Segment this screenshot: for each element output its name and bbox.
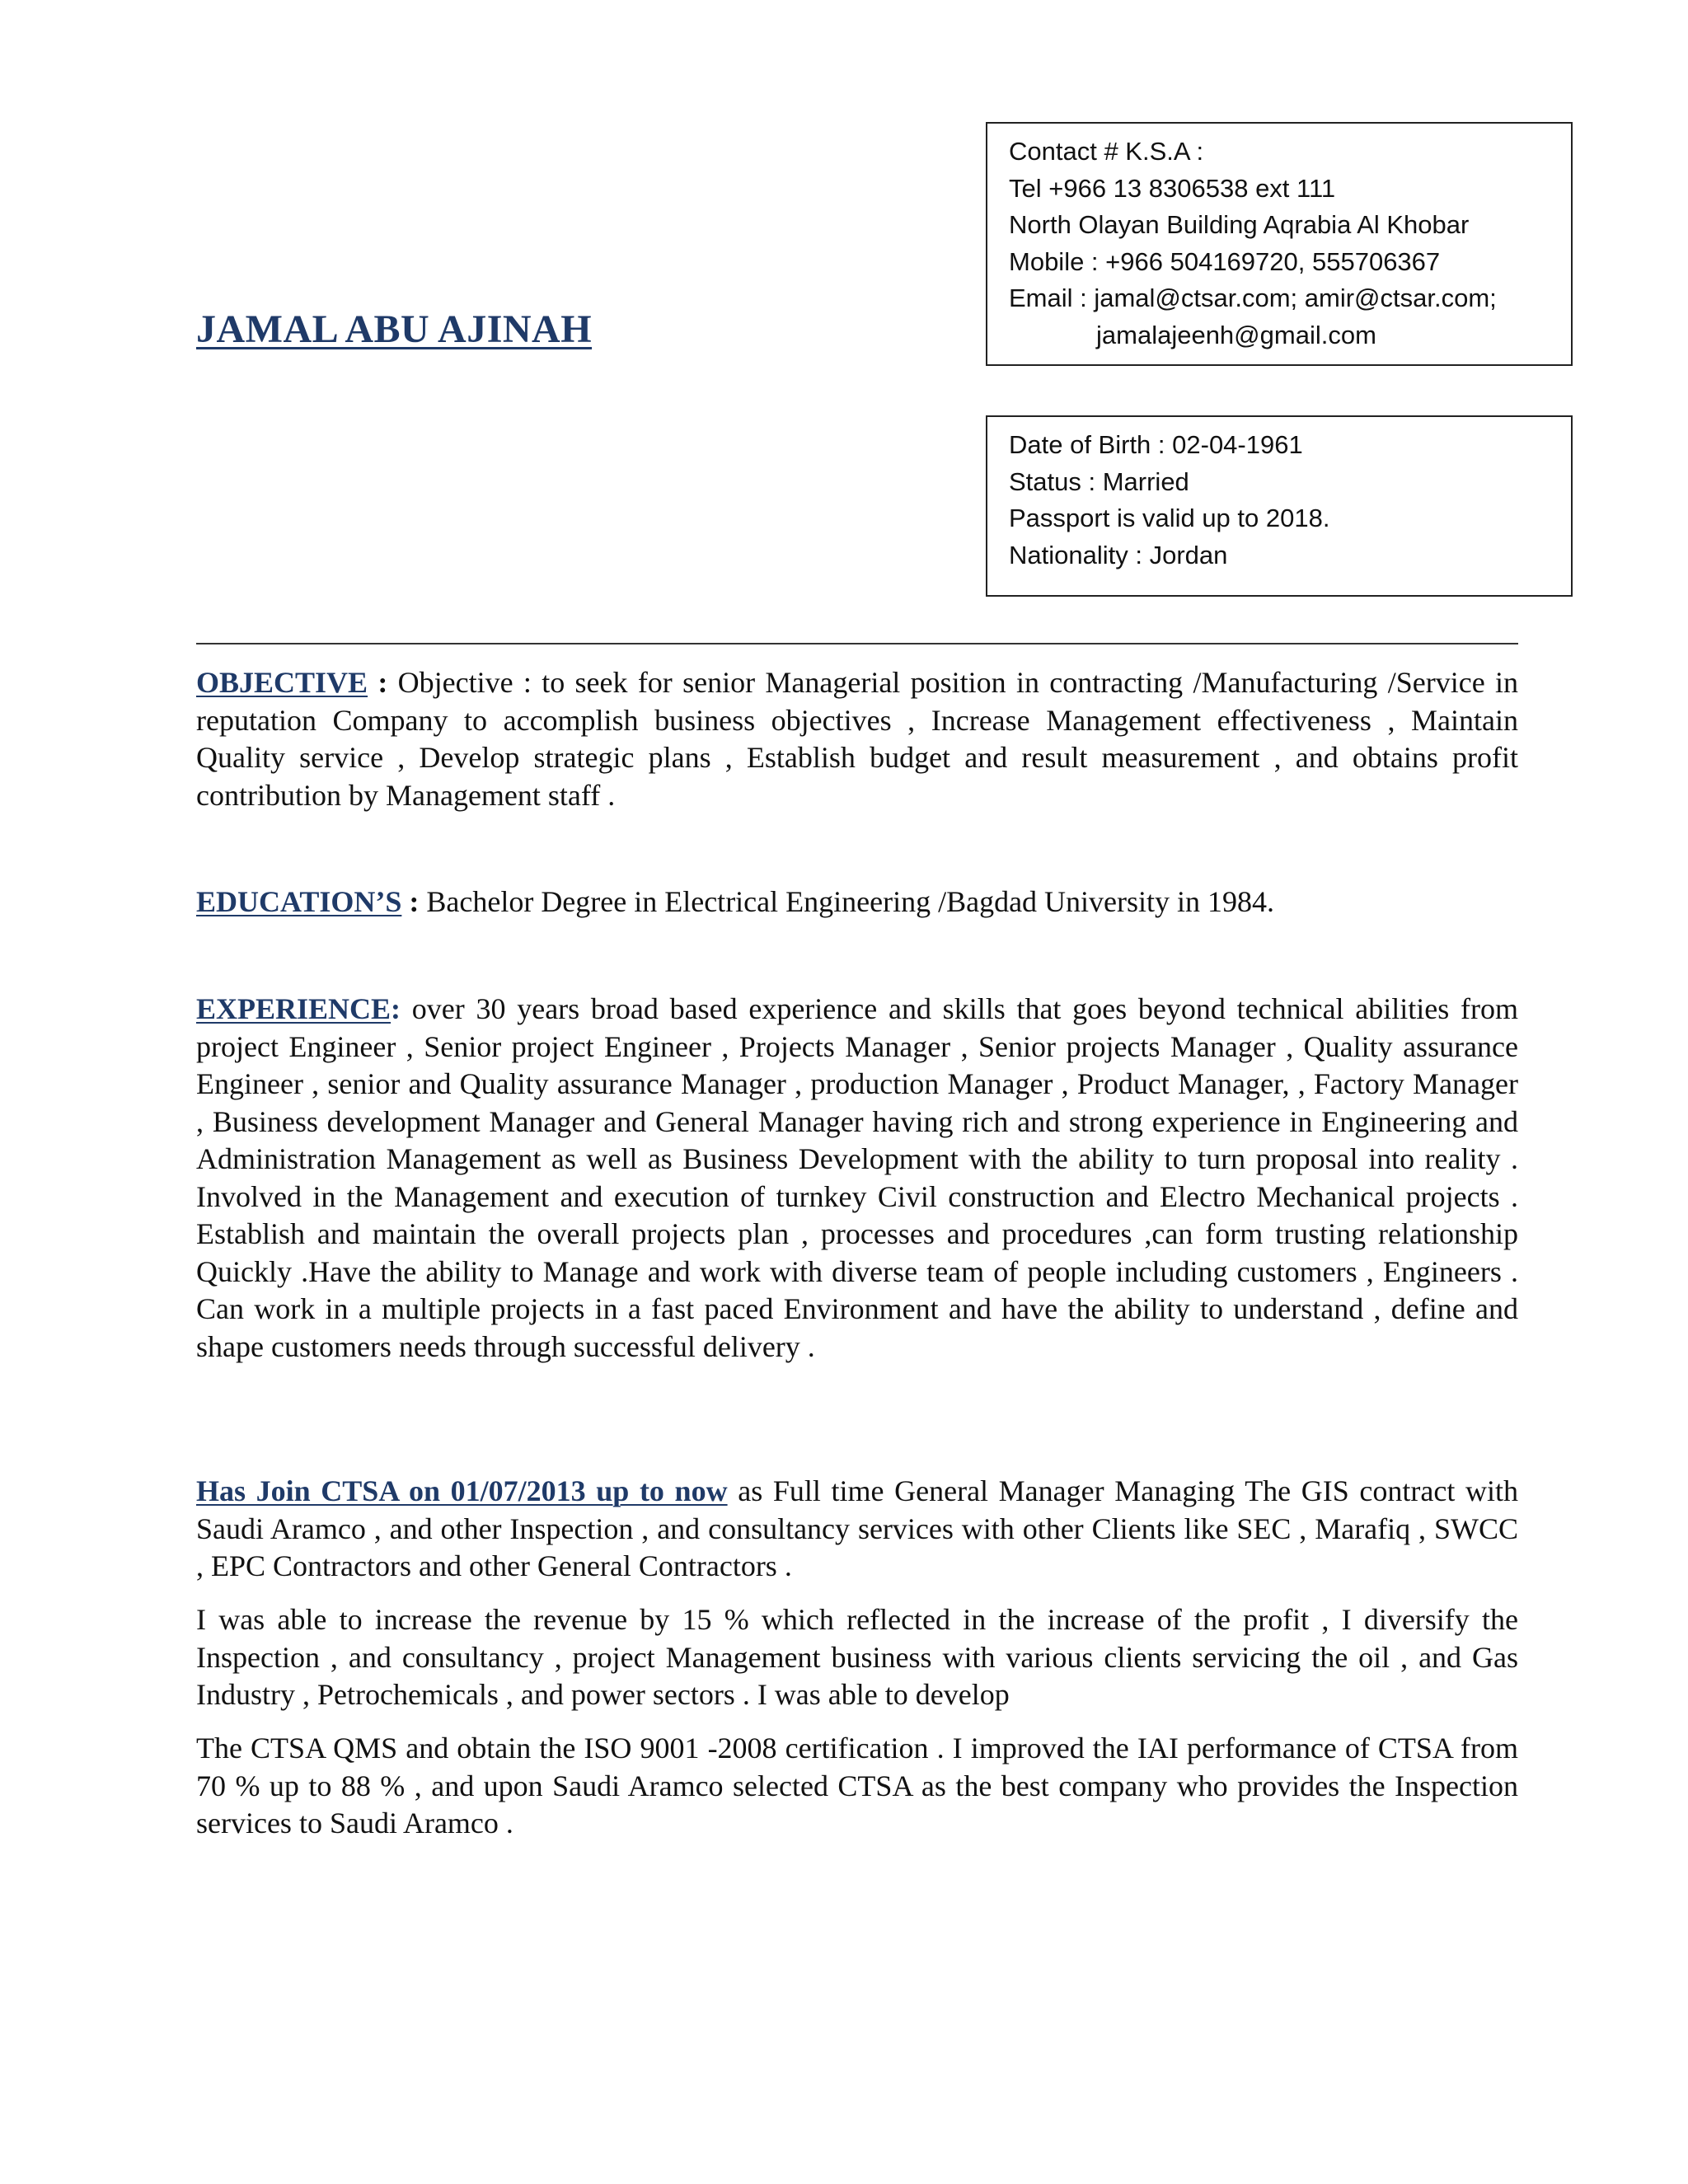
ctsa-role-paragraph [196,1473,1518,1586]
education-label: EDUCATION’S [196,885,402,918]
contact-address: North Olayan Building Aqrabia Al Khobar [1009,210,1470,239]
contact-info-box [986,122,1573,366]
contact-telephone: Tel +966 13 8306538 ext 111 [1009,173,1336,203]
objective-text: Objective : to seek for senior Managerial position in contracting /Manufacturing /Service in reputation Company to accomplish business objectives , Increase Management effectiveness , Maintain Quality service , Develop strategic plans , Establish budget and result measurement , and obtains profit contribution by Management staff . [196,666,1518,812]
objective-separator: : [368,666,398,699]
passport-validity: Passport is valid up to 2018. [1009,504,1330,532]
ctsa-role-text: as Full time General Manager Managing The GIS contract with Saudi Aramco , and other Inspection , and consultancy services with other Clients like SEC , Marafiq , SWCC , EPC Contractors and other General Contractors . [196,1474,1518,1582]
ctsa-role-label: Has Join CTSA on 01/07/2013 up to now [196,1474,728,1507]
section-divider [196,643,1518,644]
contact-heading: Contact # K.S.A : [1009,137,1204,166]
education-separator: : [401,885,427,918]
education-section [196,883,1518,921]
education-text: Bachelor Degree in Electrical Engineering /Bagdad University in 1984. [426,885,1275,918]
experience-label: EXPERIENCE [196,992,392,1025]
experience-text: over 30 years broad based experience and skills that goes beyond technical abilities from project Engineer , Senior project Engineer , Projects Manager , Senior projects Manager , Quality assurance Engineer , senior and Quality assurance Manager , production Manager , Product Manager, , Factory Manager , Business development Manager and General Manager having rich and strong experience in Engineering and Administration Management as well as Business Development with the ability to turn proposal into reality . Involved in the Management and execution of turnkey Civil construction and Electro Mechanical projects . Establish and maintain the overall projects plan , processes and procedures ,can form trusting relationship Quickly .Have the ability to Manage and work with diverse team of people including customers , Engineers . Can work in a multiple projects in a fast paced Environment and have the ability to understand , define and shape customers needs through successful delivery . [196,992,1518,1363]
qms-paragraph: The CTSA QMS and obtain the ISO 9001 -2008 certification . I improved the IAI performance of CTSA from 70 % up to 88 % , and upon Saudi Aramco selected CTSA as the best company who provides the Inspection services to Saudi Aramco . [196,1732,1518,1840]
nationality: Nationality : Jordan [1009,540,1228,569]
contact-email: Email : jamal@ctsar.com; amir@ctsar.com; [1009,284,1497,312]
experience-separator: : [391,992,412,1025]
objective-label: OBJECTIVE [196,666,368,699]
experience-section [196,991,1518,1366]
date-of-birth: Date of Birth : 02-04-1961 [1009,430,1303,459]
objective-section [196,664,1518,814]
candidate-name: JAMAL ABU AJINAH [196,307,593,351]
personal-info-box [986,415,1573,597]
marital-status: Status : Married [1009,466,1189,496]
contact-email-secondary: jamalajeenh@gmail.com [1096,320,1376,349]
revenue-paragraph: I was able to increase the revenue by 15 % which reflected in the increase of the profit , I diversify the Inspection , and consultancy , project Management business with various clients servicing the oil , and Gas Industry , Petrochemicals , and power sectors . I was able to develop [196,1603,1518,1711]
contact-mobile: Mobile : +966 504169720, 555706367 [1009,246,1441,276]
